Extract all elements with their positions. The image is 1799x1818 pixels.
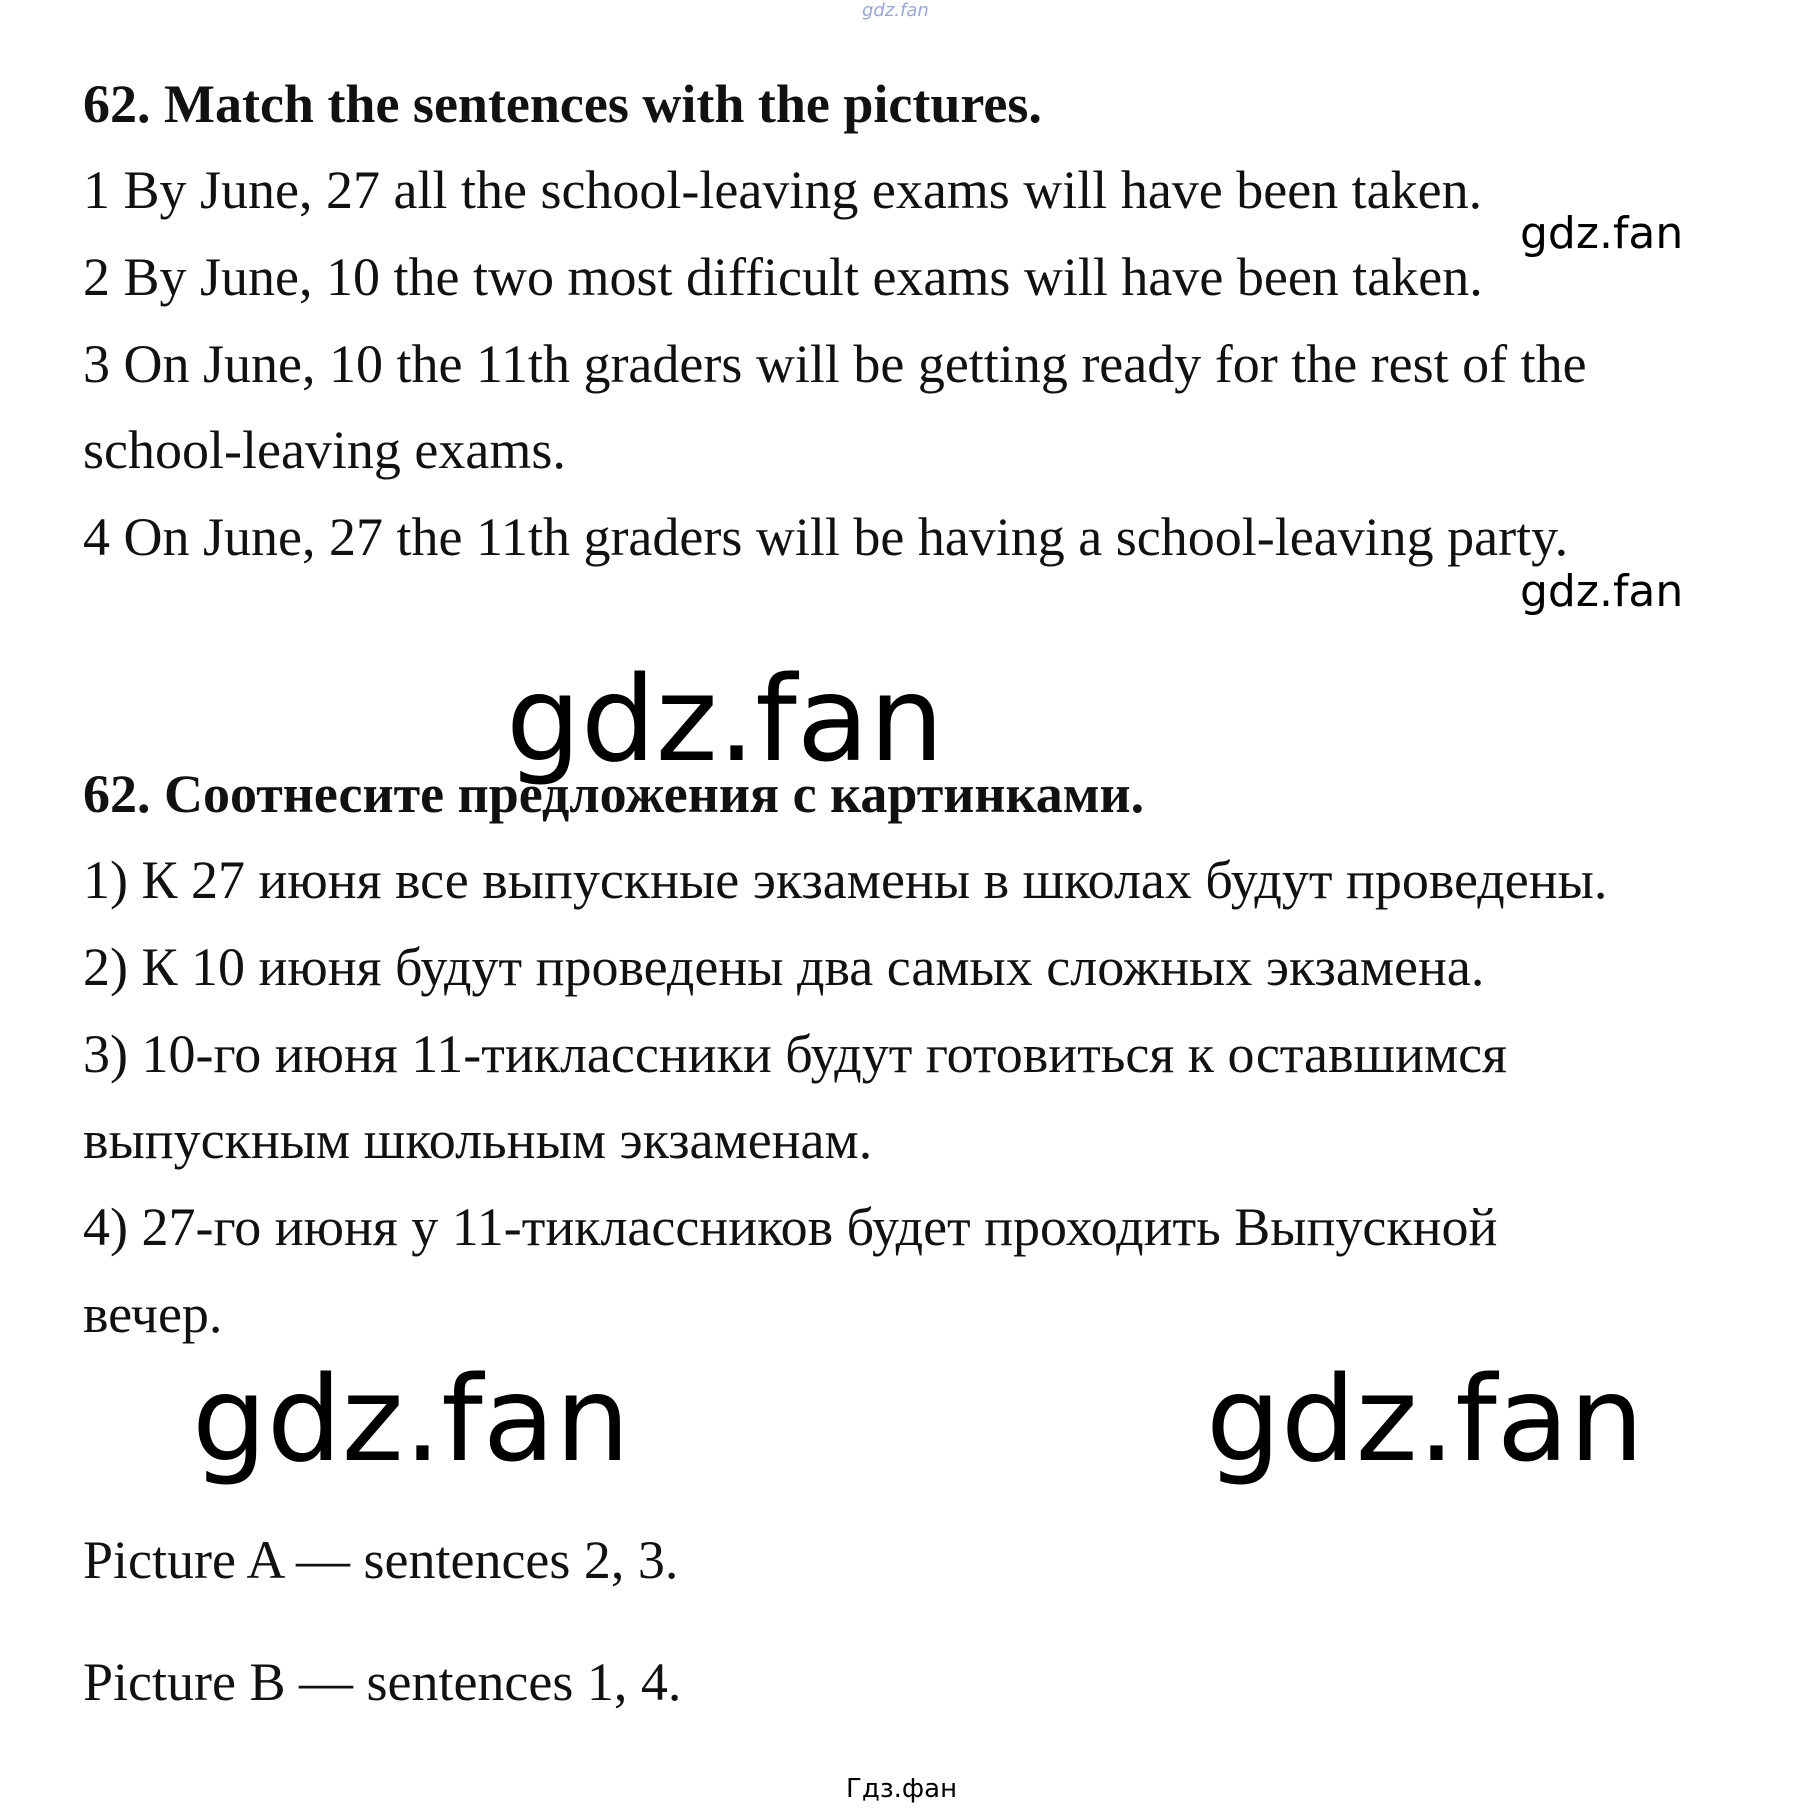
watermark-footer: Гдз.фан bbox=[846, 1774, 958, 1804]
russian-heading: 62. Соотнесите предложения с картинками. bbox=[83, 764, 1145, 824]
watermark-right-2: gdz.fan bbox=[1520, 566, 1684, 617]
english-sentence-1: 1 By June, 27 all the school-leaving exams will have been taken. bbox=[83, 160, 1483, 220]
watermark-top: gdz.fan bbox=[862, 0, 929, 21]
watermark-right-1: gdz.fan bbox=[1520, 208, 1684, 259]
watermark-bottom-left-big: gdz.fan bbox=[192, 1350, 630, 1488]
english-heading: 62. Match the sentences with the pictures. bbox=[83, 74, 1042, 134]
english-sentence-2: 2 By June, 10 the two most difficult exams will have been taken. bbox=[83, 247, 1483, 307]
english-sentence-3-cont: school-leaving exams. bbox=[83, 420, 566, 480]
russian-sentence-4: 4) 27-го июня у 11-тиклассников будет проходить Выпускной bbox=[83, 1197, 1498, 1257]
watermark-bottom-right-big: gdz.fan bbox=[1206, 1350, 1644, 1488]
watermark-center-big: gdz.fan bbox=[506, 650, 944, 788]
answer-picture-b: Picture B — sentences 1, 4. bbox=[83, 1652, 682, 1712]
russian-sentence-4-cont: вечер. bbox=[83, 1284, 223, 1344]
answer-picture-a: Picture A — sentences 2, 3. bbox=[83, 1530, 679, 1590]
russian-sentence-2: 2) К 10 июня будут проведены два самых сложных экзамена. bbox=[83, 937, 1485, 997]
english-sentence-3: 3 On June, 10 the 11th graders will be getting ready for the rest of the bbox=[83, 334, 1587, 394]
russian-sentence-3: 3) 10-го июня 11-тиклассники будут готовиться к оставшимся bbox=[83, 1024, 1507, 1084]
english-sentence-4: 4 On June, 27 the 11th graders will be having a school-leaving party. bbox=[83, 507, 1569, 567]
russian-sentence-1: 1) К 27 июня все выпускные экзамены в школах будут проведены. bbox=[83, 850, 1608, 910]
russian-sentence-3-cont: выпускным школьным экзаменам. bbox=[83, 1110, 873, 1170]
